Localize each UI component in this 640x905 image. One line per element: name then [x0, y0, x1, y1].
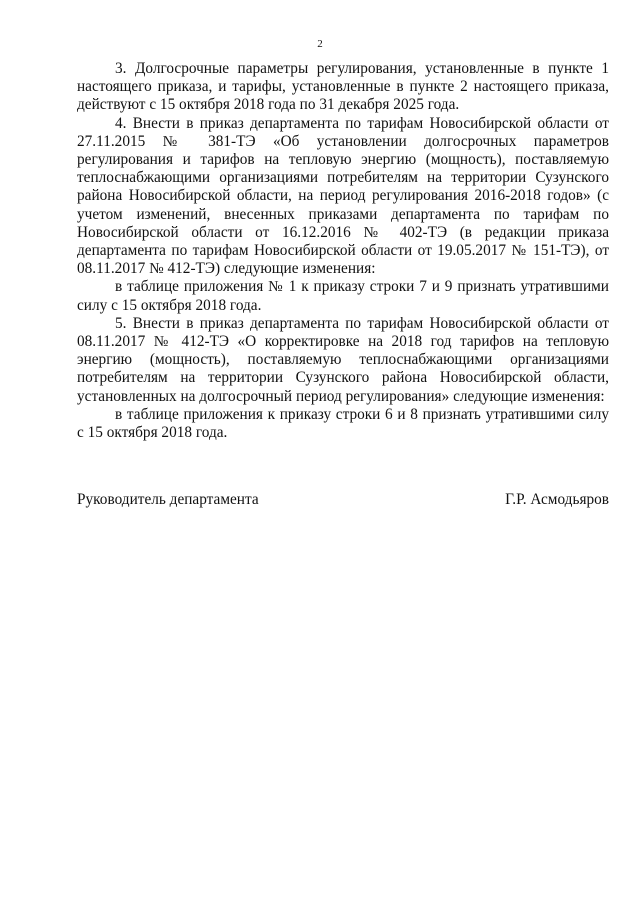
- paragraph-item-3: 3. Долгосрочные параметры регулирования, установленные в пункте 1 настоящего приказа, и тарифы, установленные в пункте 2 настоящего приказа, действуют с 15 октября 2018 года по 31 декабря 2025 года.: [77, 60, 609, 114]
- paragraph-item-5: 5. Внести в приказ департамента по тарифам Новосибирской области от 08.11.2017 № 412-ТЭ «О корректировке на 2018 год тарифов на тепловую энергию (мощность), поставляемую теплоснабжающими организациями потребителям на территории Сузунского района Новосибирской области, установленных на долгосрочный период регулирования» следующие изменения:: [77, 314, 609, 405]
- signature-position: Руководитель департамента: [77, 491, 259, 508]
- paragraph-item-4-detail: в таблице приложения № 1 к приказу строки 7 и 9 признать утратившими силу с 15 октября 2018 года.: [77, 278, 609, 314]
- paragraph-item-5-detail: в таблице приложения к приказу строки 6 и 8 признать утратившими силу с 15 октября 2018 года.: [77, 405, 609, 442]
- document-body: [77, 60, 609, 442]
- signature-block: [77, 491, 609, 509]
- signature-name: Г.Р. Асмодьяров: [505, 491, 609, 508]
- paragraph-item-4: 4. Внести в приказ департамента по тарифам Новосибирской области от 27.11.2015 № 381-ТЭ «Об установлении долгосрочных параметров регулирования и тарифов на тепловую энергию (мощность), поставляемую теплоснабжающими организациями потребителям на территории Сузунского района Новосибирской области, на период регулирования 2016-2018 годов» (с учетом изменений, внесенных приказами департамента по тарифам по Новосибирской области от 16.12.2016 № 402-ТЭ (в редакции приказа департамента по тарифам Новосибирской области от 19.05.2017 № 151-ТЭ), от 08.11.2017 № 412-ТЭ) следующие изменения:: [77, 114, 609, 278]
- page-number: 2: [317, 38, 323, 50]
